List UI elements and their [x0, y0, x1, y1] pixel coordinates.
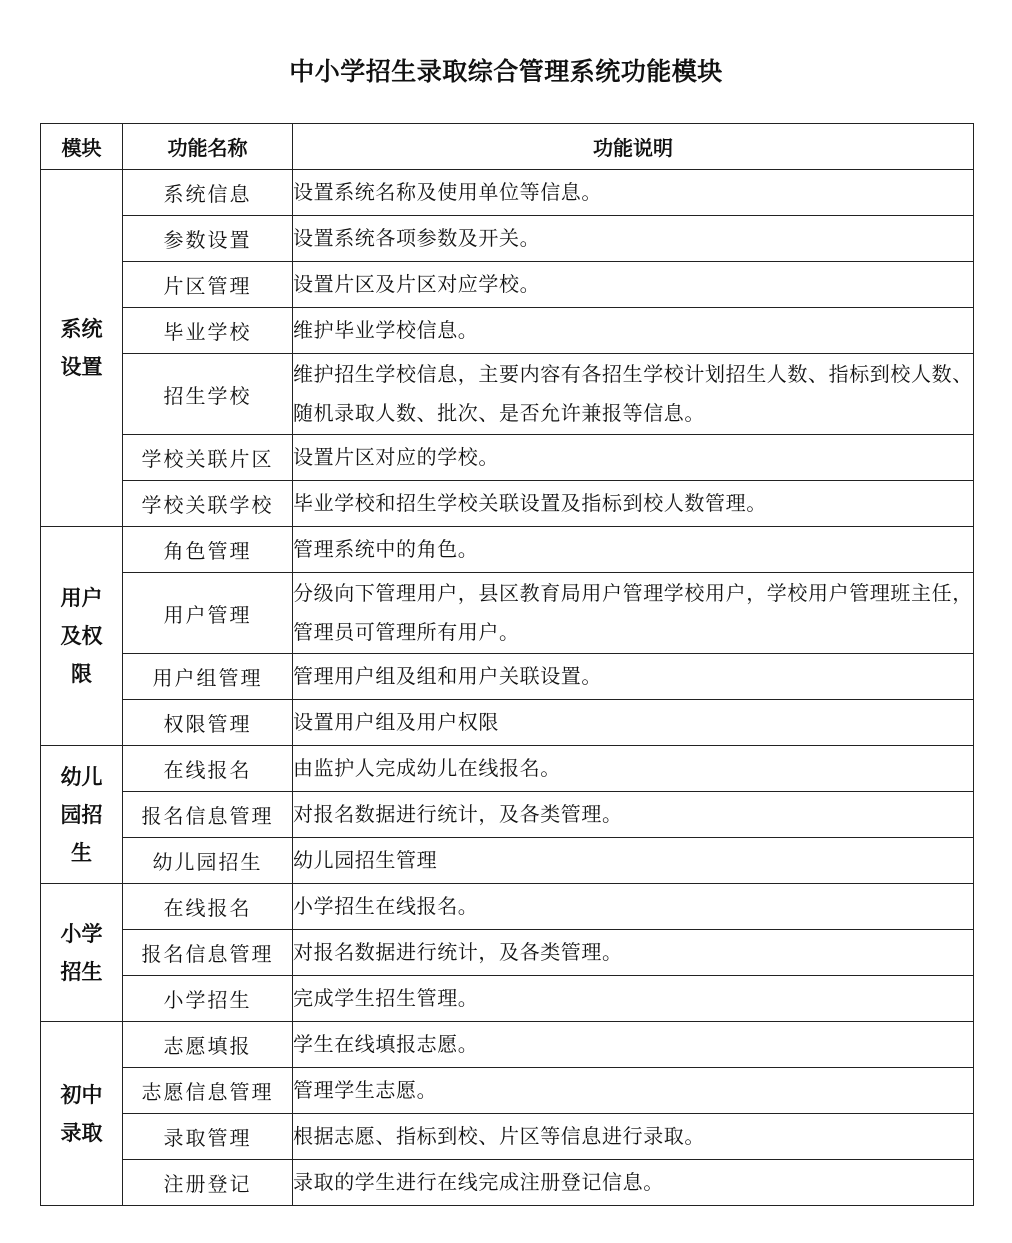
table-row — [41, 354, 974, 435]
function-description-cell: 管理学生志愿。 — [293, 1068, 974, 1114]
table-row — [41, 216, 974, 262]
function-description-cell: 录取的学生进行在线完成注册登记信息。 — [293, 1160, 974, 1206]
function-name-cell: 用户管理 — [123, 573, 293, 654]
function-name-cell: 片区管理 — [123, 262, 293, 308]
table-row — [41, 481, 974, 527]
table-row — [41, 654, 974, 700]
table-row — [41, 1022, 974, 1068]
function-name-cell: 志愿填报 — [123, 1022, 293, 1068]
module-label: 系统设置 — [60, 317, 103, 379]
table-row — [41, 262, 974, 308]
table-row — [41, 884, 974, 930]
table-row — [41, 1114, 974, 1160]
function-description-cell: 小学招生在线报名。 — [293, 884, 974, 930]
header-function-name: 功能名称 — [123, 124, 293, 170]
module-cell-junior-high-admission — [41, 1022, 123, 1206]
table-row — [41, 527, 974, 573]
function-name-cell: 参数设置 — [123, 216, 293, 262]
table-row — [41, 976, 974, 1022]
module-cell-system-settings — [41, 170, 123, 527]
function-name-cell: 报名信息管理 — [123, 930, 293, 976]
function-description-cell: 对报名数据进行统计，及各类管理。 — [293, 792, 974, 838]
function-module-table — [40, 123, 974, 1206]
function-description-cell: 维护毕业学校信息。 — [293, 308, 974, 354]
function-description-cell: 设置用户组及用户权限 — [293, 700, 974, 746]
function-name-cell: 毕业学校 — [123, 308, 293, 354]
header-function-description: 功能说明 — [293, 124, 974, 170]
function-name-cell: 权限管理 — [123, 700, 293, 746]
function-name-cell: 角色管理 — [123, 527, 293, 573]
function-description-cell: 毕业学校和招生学校关联设置及指标到校人数管理。 — [293, 481, 974, 527]
table-row — [41, 746, 974, 792]
module-label: 小学招生 — [60, 921, 103, 984]
function-description-cell: 根据志愿、指标到校、片区等信息进行录取。 — [293, 1114, 974, 1160]
function-description-cell: 管理用户组及组和用户关联设置。 — [293, 654, 974, 700]
table-row — [41, 170, 974, 216]
table-row — [41, 1068, 974, 1114]
function-description-cell: 幼儿园招生管理 — [293, 838, 974, 884]
function-description-cell: 维护招生学校信息，主要内容有各招生学校计划招生人数、指标到校人数、随机录取人数、批次、是否允许兼报等信息。 — [293, 354, 974, 435]
module-cell-users-permissions — [41, 527, 123, 746]
module-label: 用户及权限 — [60, 586, 103, 686]
function-name-cell: 学校关联片区 — [123, 435, 293, 481]
function-name-cell: 在线报名 — [123, 746, 293, 792]
function-name-cell: 志愿信息管理 — [123, 1068, 293, 1114]
function-description-cell: 设置系统名称及使用单位等信息。 — [293, 170, 974, 216]
function-description-cell: 由监护人完成幼儿在线报名。 — [293, 746, 974, 792]
function-description-cell: 设置片区及片区对应学校。 — [293, 262, 974, 308]
function-description-cell: 完成学生招生管理。 — [293, 976, 974, 1022]
function-name-cell: 在线报名 — [123, 884, 293, 930]
function-description-cell: 分级向下管理用户，县区教育局用户管理学校用户，学校用户管理班主任，管理员可管理所有用户。 — [293, 573, 974, 654]
table-row — [41, 1160, 974, 1206]
function-name-cell: 学校关联学校 — [123, 481, 293, 527]
function-description-cell: 设置系统各项参数及开关。 — [293, 216, 974, 262]
table-row — [41, 930, 974, 976]
function-name-cell: 用户组管理 — [123, 654, 293, 700]
table-row — [41, 792, 974, 838]
table-row — [41, 573, 974, 654]
module-label: 幼儿园招生 — [60, 764, 103, 865]
table-row — [41, 700, 974, 746]
function-description-cell: 管理系统中的角色。 — [293, 527, 974, 573]
function-name-cell: 报名信息管理 — [123, 792, 293, 838]
table-row — [41, 308, 974, 354]
header-module: 模块 — [41, 124, 123, 170]
function-name-cell: 小学招生 — [123, 976, 293, 1022]
table-row — [41, 435, 974, 481]
function-name-cell: 幼儿园招生 — [123, 838, 293, 884]
module-label: 初中录取 — [60, 1082, 103, 1145]
function-description-cell: 学生在线填报志愿。 — [293, 1022, 974, 1068]
table-header-row — [41, 124, 974, 170]
function-name-cell: 注册登记 — [123, 1160, 293, 1206]
module-cell-kindergarten-enrollment — [41, 746, 123, 884]
module-cell-primary-enrollment — [41, 884, 123, 1022]
document-title: 中小学招生录取综合管理系统功能模块 — [289, 57, 723, 86]
table-row — [41, 838, 974, 884]
function-description-cell: 对报名数据进行统计，及各类管理。 — [293, 930, 974, 976]
function-description-cell: 设置片区对应的学校。 — [293, 435, 974, 481]
function-name-cell: 系统信息 — [123, 170, 293, 216]
function-name-cell: 录取管理 — [123, 1114, 293, 1160]
function-name-cell: 招生学校 — [123, 354, 293, 435]
